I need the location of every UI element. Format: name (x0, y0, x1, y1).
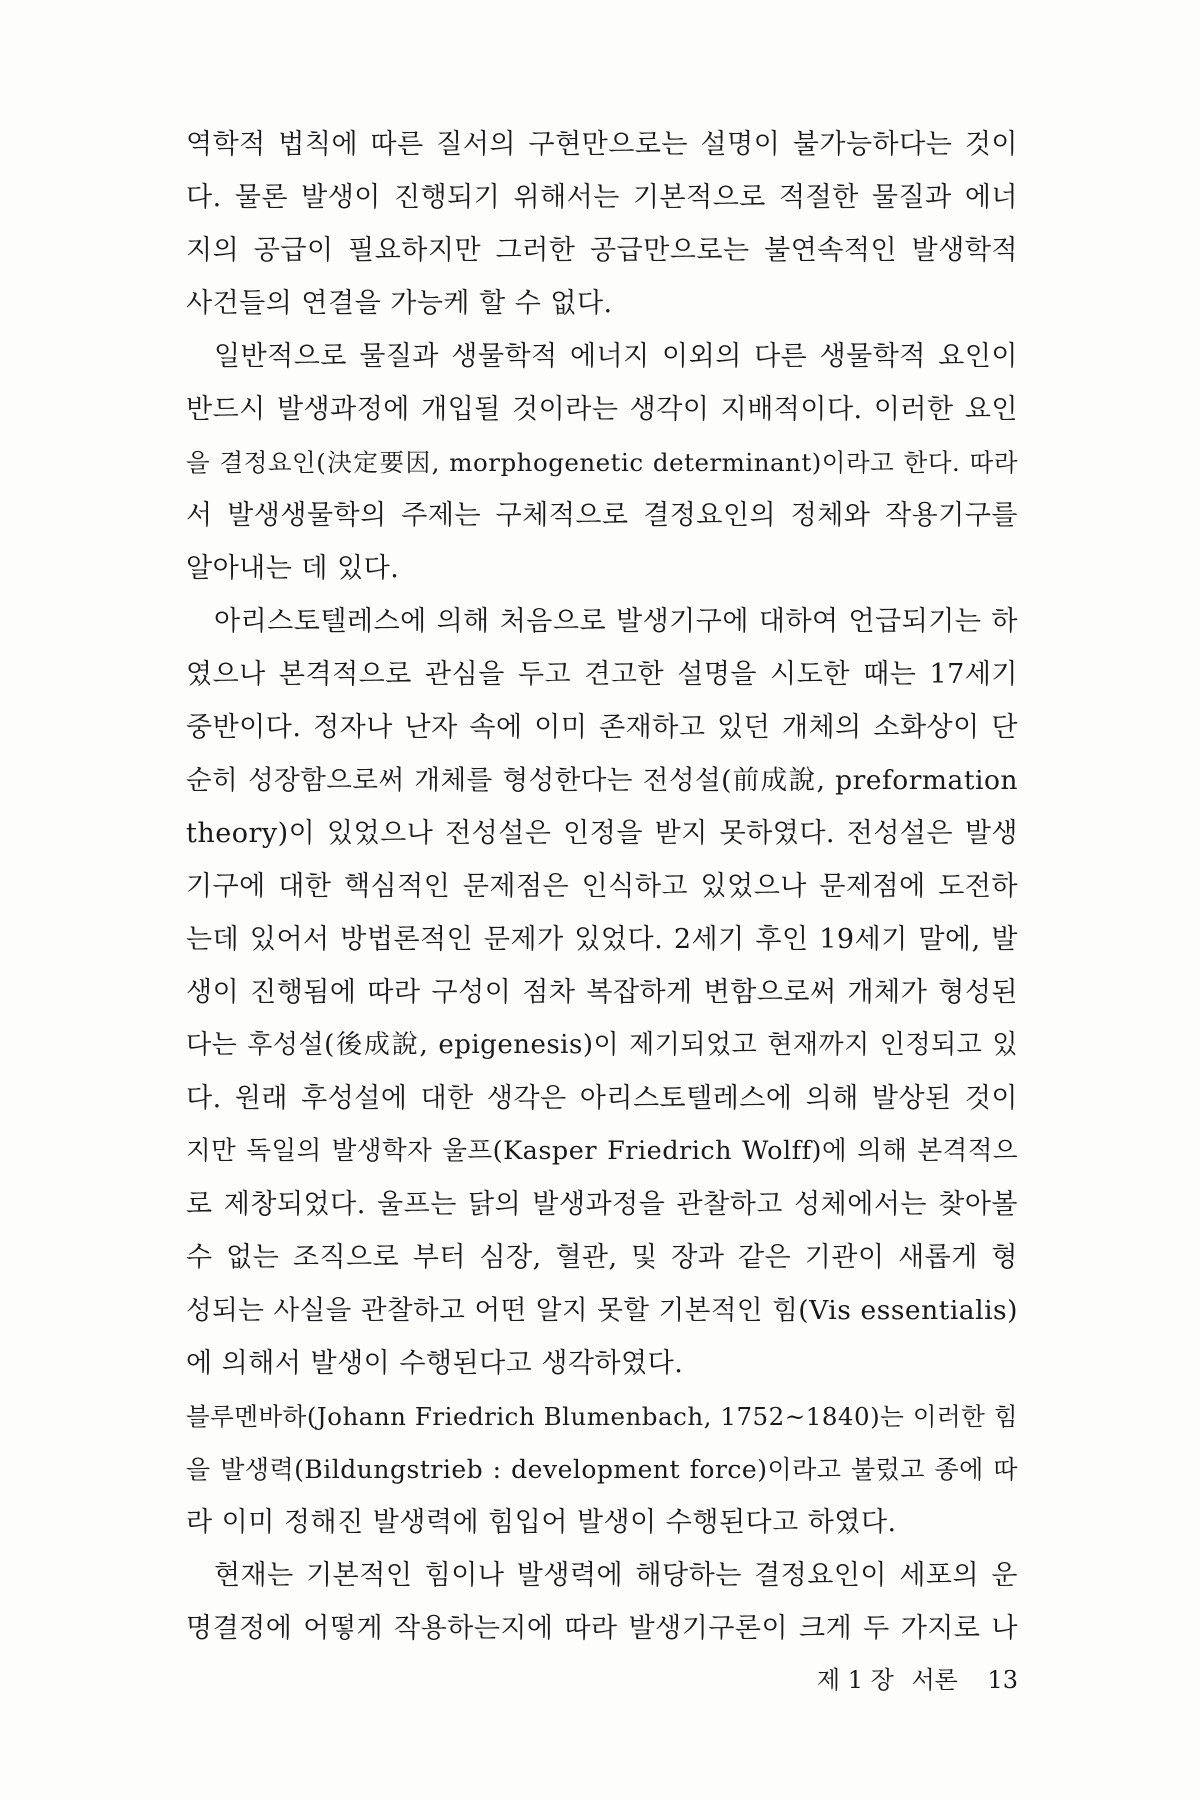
text-line: 순히 성장함으로써 개체를 형성한다는 전성설(前成說, preformation (186, 765, 1018, 796)
text-line: 는데 있어서 방법론적인 문제가 있었다. 2세기 후인 19세기 말에, 발 (186, 924, 1018, 955)
text-line: 성되는 사실을 관찰하고 어떤 알지 못할 기본적인 힘(Vis essentialis) (186, 1295, 1018, 1326)
page-number: 13 (987, 1666, 1018, 1694)
running-footer (800, 1660, 1018, 1695)
footer-chapter: 제 1 장 (816, 1666, 894, 1694)
text-line: 다는 후성설(後成說, epigenesis)이 제기되었고 현재까지 인정되고 있 (186, 1030, 1018, 1060)
text-line: 역학적 법칙에 따른 질서의 구현만으로는 설명이 불가능하다는 것이 (186, 129, 1018, 160)
text-line: 였으나 본격적으로 관심을 두고 견고한 설명을 시도한 때는 17세기 (186, 659, 1018, 690)
text-line: 을 발생력(Bildungstrieb : development force)이라고 불렀고 종에 따 (186, 1455, 1018, 1484)
text-line: 일반적으로 물질과 생물학적 에너지 이외의 다른 생물학적 요인이 (214, 341, 1018, 372)
text-line: 다. 물론 발생이 진행되기 위해서는 기본적으로 적절한 물질과 에너 (186, 182, 1018, 213)
text-line: 현재는 기본적인 힘이나 발생력에 해당하는 결정요인이 세포의 운 (214, 1560, 1018, 1591)
paragraph (186, 1390, 1018, 1549)
text-line: 서 발생생물학의 주제는 구체적으로 결정요인의 정체와 작용기구를 (186, 500, 1018, 531)
footer-section: 서론 (911, 1666, 958, 1694)
text-line: 블루멘바하(Johann Friedrich Blumenbach, 1752~1840)는 이러한 힘 (186, 1402, 1018, 1431)
text-line: 기구에 대한 핵심적인 문제점은 인식하고 있었으나 문제점에 도전하 (186, 871, 1018, 902)
text-line: 지만 독일의 발생학자 울프(Kasper Friedrich Wolff)에 의해 본격적으 (186, 1136, 1018, 1166)
text-line: 반드시 발생과정에 개입될 것이라는 생각이 지배적이다. 이러한 요인 (186, 394, 1018, 425)
paragraph (186, 1549, 1018, 1655)
text-line: 라 이미 정해진 발생력에 힘입어 발생이 수행된다고 하였다. (186, 1507, 897, 1538)
text-line: 지의 공급이 필요하지만 그러한 공급만으로는 불연속적인 발생학적 (186, 235, 1018, 266)
paragraph (186, 595, 1018, 1390)
paragraph (186, 118, 1018, 330)
text-line: 다. 원래 후성설에 대한 생각은 아리스토텔레스에 의해 발상된 것이 (186, 1083, 1018, 1114)
text-line: 수 없는 조직으로 부터 심장, 혈관, 및 장과 같은 기관이 새롭게 형 (186, 1242, 1018, 1273)
paragraph (186, 330, 1018, 595)
text-line: theory)이 있었으나 전성설은 인정을 받지 못하였다. 전성설은 발생 (186, 818, 1018, 849)
text-line: 로 제창되었다. 울프는 닭의 발생과정을 관찰하고 성체에서는 찾아볼 (186, 1189, 1018, 1220)
text-line: 명결정에 어떻게 작용하는지에 따라 발생기구론이 크게 두 가지로 나 (186, 1613, 1018, 1644)
text-line: 생이 진행됨에 따라 구성이 점차 복잡하게 변함으로써 개체가 형성된 (186, 977, 1018, 1008)
body-text (186, 118, 1018, 1655)
text-line: 아리스토텔레스에 의해 처음으로 발생기구에 대하여 언급되기는 하 (214, 606, 1018, 637)
text-line: 사건들의 연결을 가능케 할 수 없다. (186, 288, 613, 319)
text-line: 에 의해서 발생이 수행된다고 생각하였다. (186, 1348, 684, 1379)
text-line: 을 결정요인(決定要因, morphogenetic determinant)이라고 한다. 따라 (186, 448, 1018, 477)
text-line: 중반이다. 정자나 난자 속에 이미 존재하고 있던 개체의 소화상이 단 (186, 712, 1018, 743)
text-line: 알아내는 데 있다. (186, 553, 400, 584)
